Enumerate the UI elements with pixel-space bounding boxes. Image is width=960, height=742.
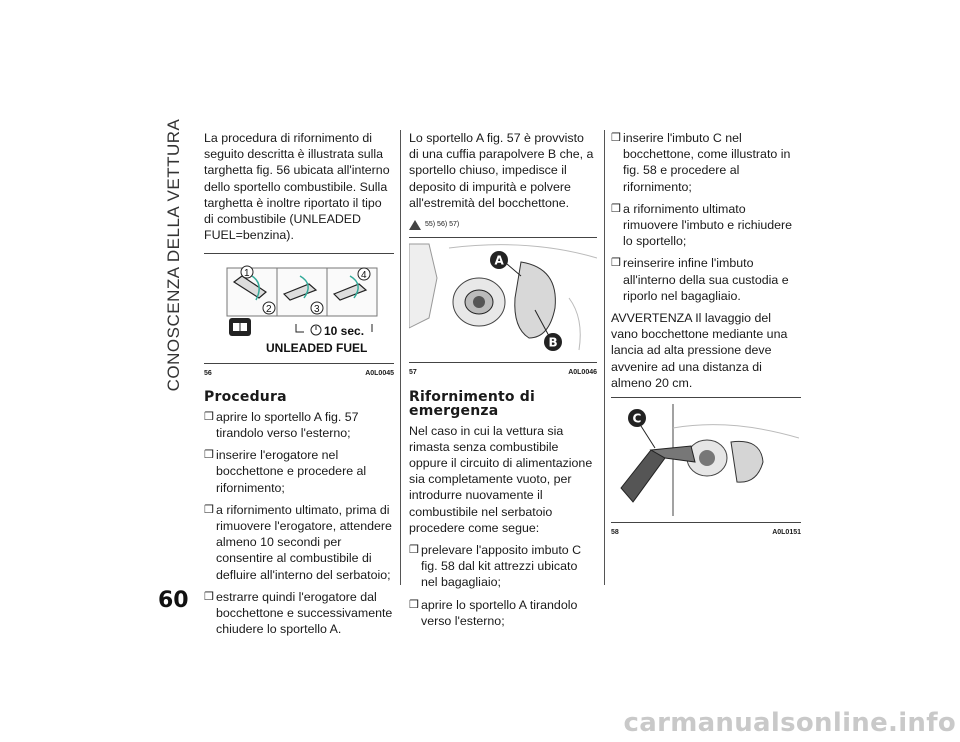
figure-number: 58 — [611, 529, 619, 537]
figure-caption — [204, 366, 394, 382]
checkbox-bullet-icon: ❒ — [409, 544, 419, 557]
emergency-list — [409, 542, 597, 629]
side-title-text: CONOSCENZA DELLA VETTURA — [164, 118, 183, 392]
figure-57 — [409, 237, 597, 381]
funnel-illustration — [611, 398, 799, 518]
warning-reference — [409, 217, 597, 233]
figure-rule — [611, 522, 801, 523]
procedure-list — [204, 409, 394, 638]
list-item: ❒ estrarre quindi l'erogatore dal bocchettone e successivamente chiudere lo sportello A. — [204, 589, 393, 637]
step-1-label: 1 — [244, 268, 250, 280]
step-3-label: 3 — [314, 304, 320, 316]
svg-text:C: C — [632, 411, 642, 426]
figure-code: A0L0151 — [772, 529, 801, 537]
list-item: ❒ reinserire infine l'imbuto all'interno della sua custodia e riporlo nel bagagliaio. — [611, 256, 789, 303]
column-2 — [409, 130, 597, 635]
figure-rule — [409, 362, 597, 363]
figure-rule — [204, 363, 394, 364]
list-item: ❒ inserire l'imbuto C nel bocchettone, come illustrato in fig. 58 e procedere al rifornimento; — [611, 131, 791, 194]
body-paragraph: Nel caso in cui la vettura sia rimasta senza combustibile oppure il circuito di alimentazione sia completamente vuoto, per introdurre nuovamente il combustibile nel serbatoio procedere come segue: — [409, 423, 593, 535]
column-3 — [611, 130, 801, 549]
unleaded-fuel-label: UNLEADED FUEL — [266, 341, 368, 356]
section-heading: Procedura — [204, 388, 287, 405]
figure-number: 56 — [204, 369, 212, 377]
warning-refs: 55) 56) 57) — [425, 221, 460, 229]
page-number: 60 — [158, 588, 189, 613]
intro-paragraph: La procedura di rifornimento di seguito descritta è illustrata sulla targhetta fig. 56 ubicata all'interno dello sportello combustibile. Sulla targhetta è inoltre riportato il tipo di combustibile (UNLEADED FUEL=benzina). — [204, 131, 390, 243]
column-divider — [604, 130, 605, 585]
svg-text:B: B — [548, 335, 558, 350]
watermark: carmanualsonline.info — [623, 708, 956, 738]
figure-caption — [409, 365, 597, 381]
fuel-label-illustration — [204, 254, 394, 358]
figure-58 — [611, 397, 801, 541]
figure-code: A0L0046 — [568, 369, 597, 377]
figure-code: A0L0045 — [365, 369, 394, 377]
figure-56 — [204, 253, 394, 381]
section-heading: Rifornimento di emergenza — [409, 388, 536, 419]
intro-paragraph: Lo sportello A fig. 57 è provvisto di una cuffia parapolvere B che, a sportello chiuso, impedisce il deposito di impurità e polvere all'estremità del bocchettone. — [409, 131, 594, 210]
list-item: ❒ aprire lo sportello A fig. 57 tirandolo verso l'esterno; — [204, 409, 359, 441]
step-4-label: 4 — [361, 270, 367, 282]
section-side-title — [154, 120, 194, 390]
list-item: ❒ a rifornimento ultimato rimuovere l'imbuto e richiudere lo sportello; — [611, 201, 793, 249]
funnel-shape — [621, 450, 665, 502]
figure-number: 57 — [409, 369, 417, 377]
checkbox-bullet-icon: ❒ — [204, 449, 214, 462]
svg-text:A: A — [494, 253, 504, 268]
checkbox-bullet-icon: ❒ — [611, 257, 621, 270]
checkbox-bullet-icon: ❒ — [611, 202, 621, 215]
step-2-label: 2 — [266, 304, 272, 316]
checkbox-bullet-icon: ❒ — [204, 503, 214, 516]
emergency-list-continued — [611, 130, 801, 304]
list-item: ❒ a rifornimento ultimato, prima di rimuovere l'erogatore, attendere almeno 10 secondi per consentire al combustibile di defluire all'interno del serbatoio; — [204, 502, 392, 582]
fuel-door-illustration — [409, 238, 597, 358]
checkbox-bullet-icon: ❒ — [204, 590, 214, 603]
list-item: ❒ prelevare l'apposito imbuto C fig. 58 dal kit attrezzi ubicato nel bagagliaio; — [409, 543, 582, 590]
checkbox-bullet-icon: ❒ — [204, 410, 214, 423]
timer-text: 10 sec. — [324, 324, 365, 339]
list-item: ❒ inserire l'erogatore nel bocchettone e procedere al rifornimento; — [204, 448, 367, 495]
checkbox-bullet-icon: ❒ — [409, 598, 419, 611]
list-item: ❒ aprire lo sportello A tirandolo verso l'esterno; — [409, 597, 578, 628]
column-divider — [400, 130, 401, 585]
note-paragraph: AVVERTENZA Il lavaggio del vano bocchettone mediante una lancia ad alta pressione deve avvenire ad una distanza di almeno 20 cm. — [611, 311, 788, 390]
warning-triangle-icon — [409, 220, 421, 230]
column-1 — [204, 130, 394, 643]
checkbox-bullet-icon: ❒ — [611, 132, 621, 144]
figure-caption — [611, 525, 801, 541]
